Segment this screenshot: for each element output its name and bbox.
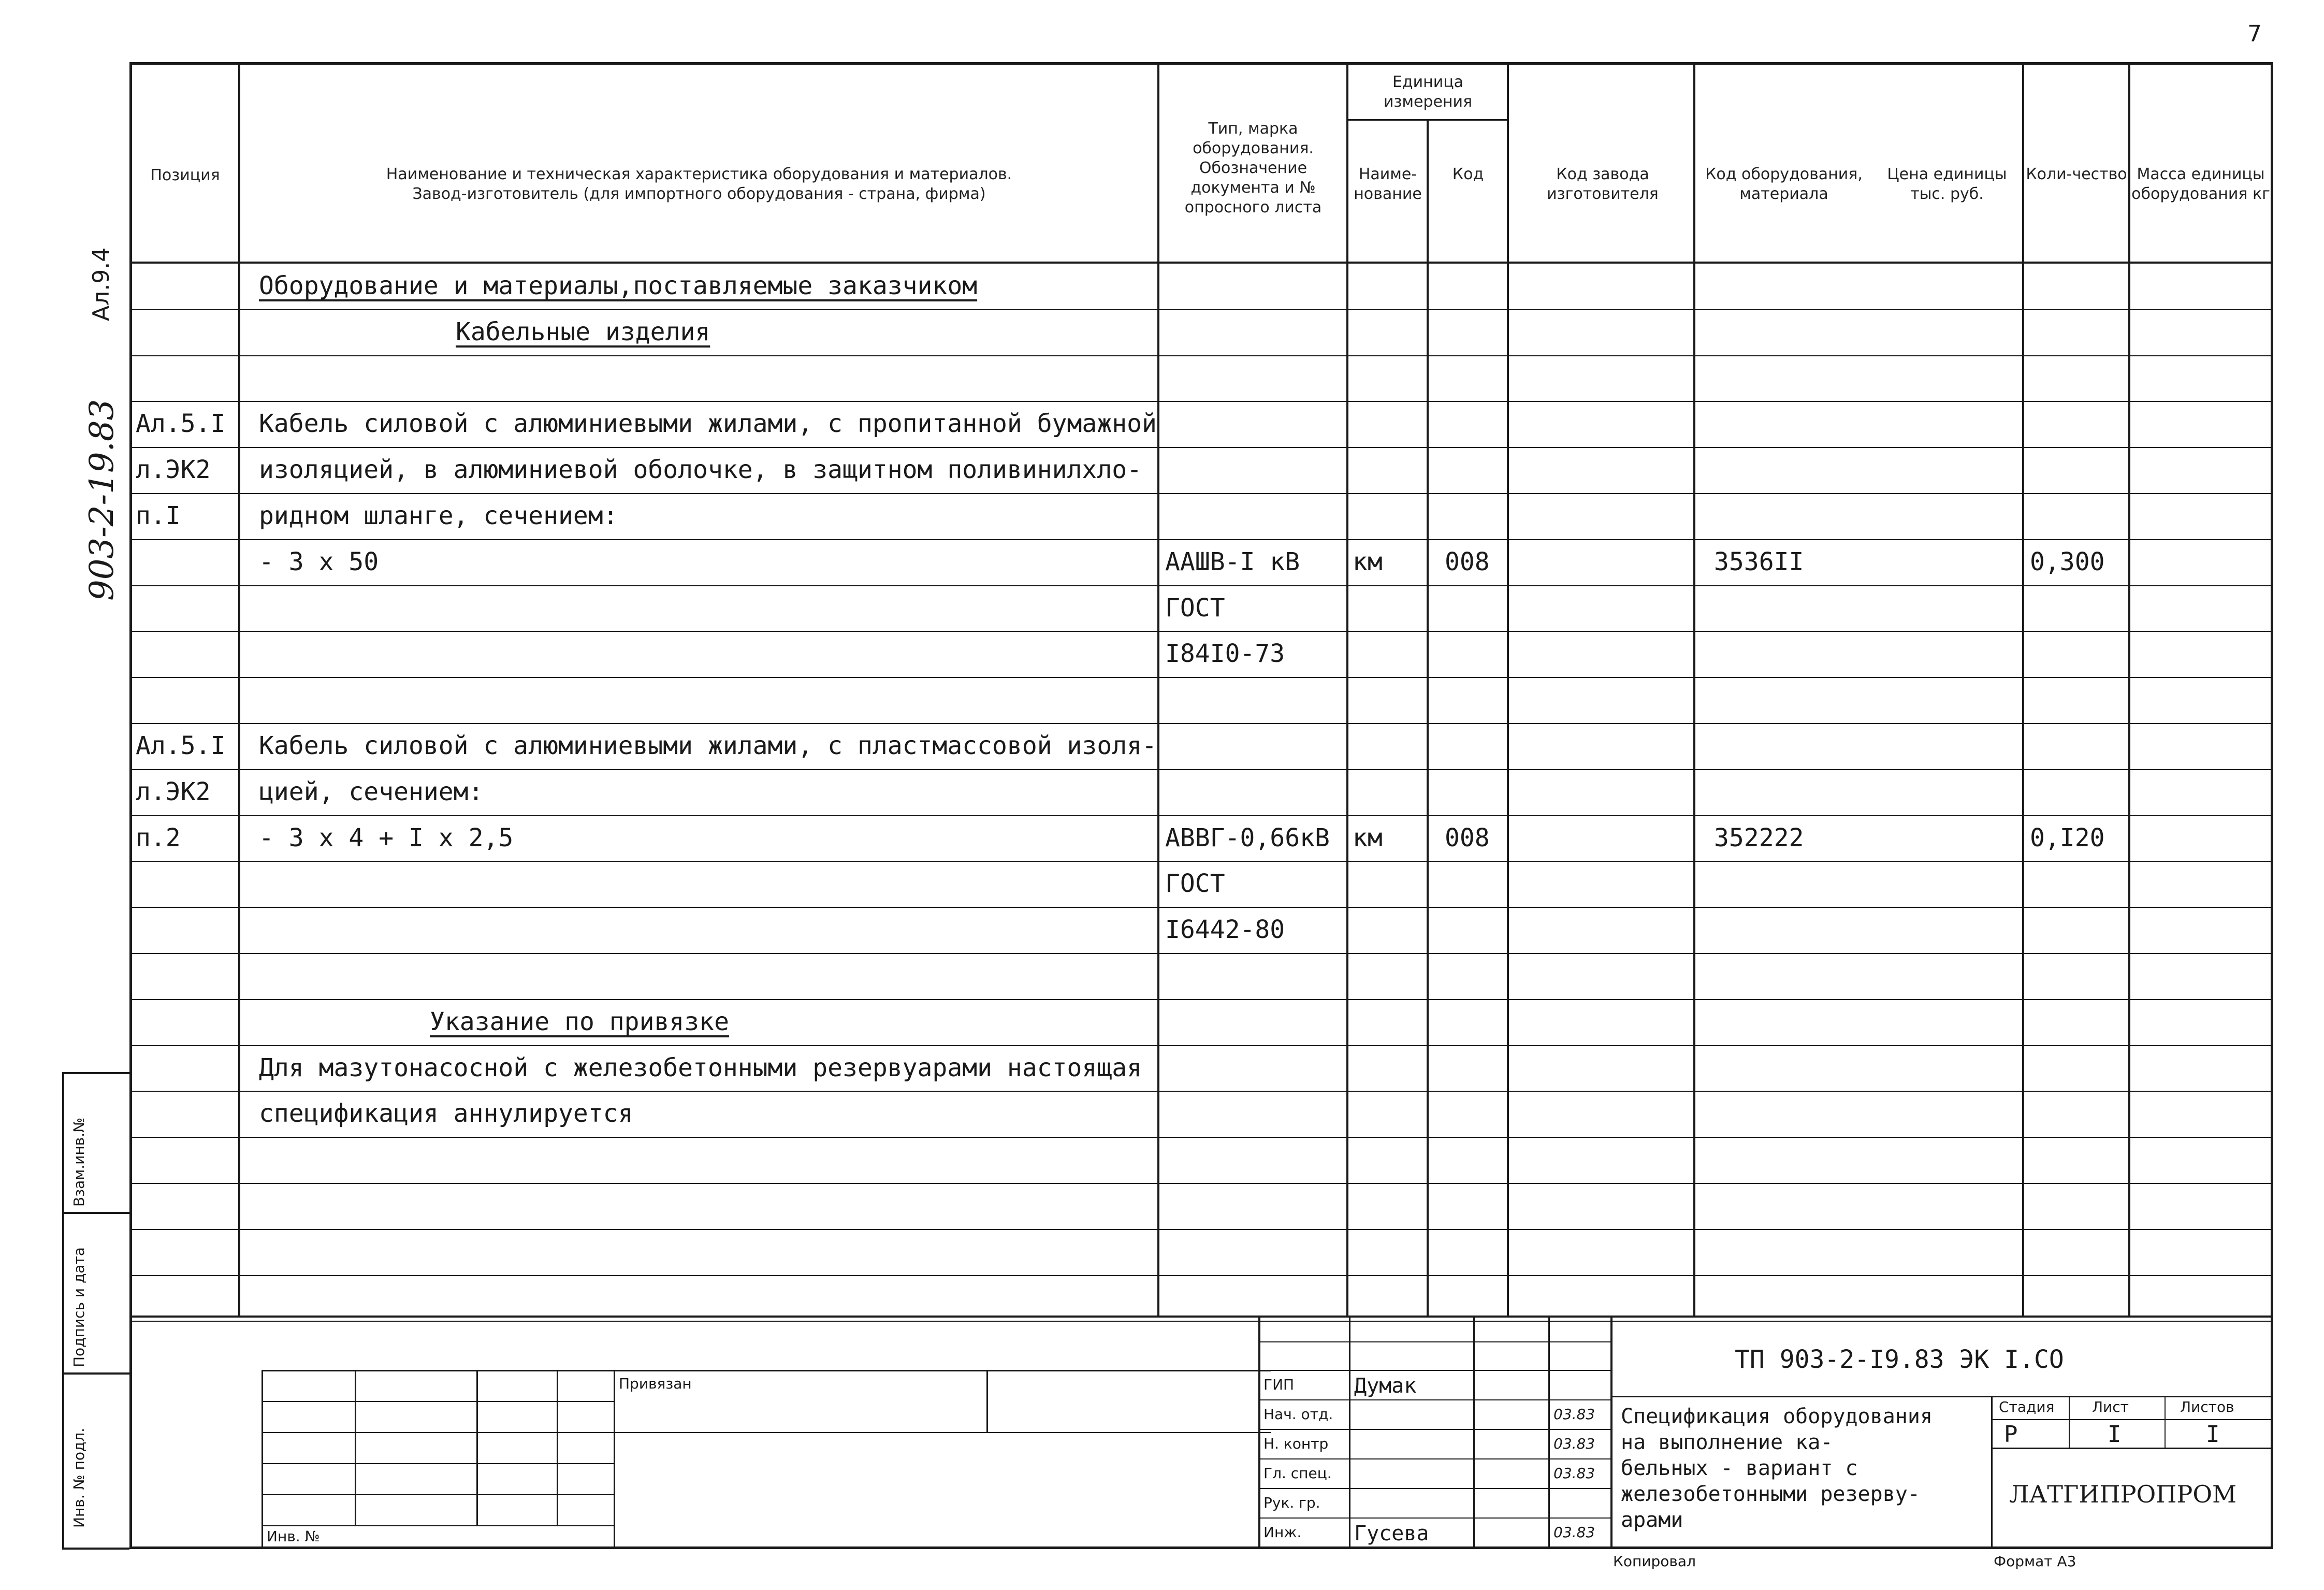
row-position: п.2 bbox=[136, 823, 181, 852]
row-divider bbox=[132, 723, 2271, 724]
signature-date: 03.83 bbox=[1553, 1406, 1595, 1423]
row-divider bbox=[132, 631, 2271, 632]
row-name: - 3 х 4 + I х 2,5 bbox=[259, 823, 514, 852]
signature-name: Думак bbox=[1354, 1374, 1417, 1398]
row-divider bbox=[132, 677, 2271, 678]
header-bottom-border bbox=[129, 262, 2273, 264]
row-quantity: 0,I20 bbox=[2030, 823, 2105, 852]
project-code-label: 903-2-19.83 bbox=[83, 399, 121, 601]
sign-date-label: Подпись и дата bbox=[70, 1247, 88, 1367]
row-divider bbox=[132, 585, 2271, 586]
row-position: Ал.5.I bbox=[136, 731, 226, 760]
row-unit: км bbox=[1353, 547, 1383, 576]
row-equipment-code: 3536II bbox=[1714, 547, 1804, 576]
inv-label: Инв. № bbox=[267, 1528, 320, 1545]
row-unit: км bbox=[1353, 823, 1383, 852]
row-type: ААШВ-I кВ bbox=[1165, 547, 1300, 576]
row-divider bbox=[132, 815, 2271, 816]
signature-name: Гусева bbox=[1354, 1522, 1429, 1545]
row-name: Кабельные изделия bbox=[456, 317, 710, 346]
row-divider bbox=[132, 1091, 2271, 1092]
signature-date: 03.83 bbox=[1553, 1435, 1595, 1452]
table-right-border bbox=[2271, 62, 2273, 1549]
row-divider bbox=[132, 355, 2271, 356]
organization: ЛАТГИПРОПРОМ bbox=[2009, 1480, 2237, 1508]
inv-original-label: Инв. № подл. bbox=[70, 1427, 88, 1528]
signature-role: Рук. гр. bbox=[1263, 1494, 1320, 1511]
inv-replace-label: Взам.инв.№ bbox=[70, 1117, 88, 1207]
row-name: ридном шланге, сечением: bbox=[259, 501, 618, 530]
document-title-line: арами bbox=[1621, 1508, 1683, 1532]
row-name: Кабель силовой с алюминиевыми жилами, с пластмассовой изоля- bbox=[259, 731, 1157, 760]
header-position: Позиция bbox=[150, 166, 220, 184]
row-position: п.I bbox=[136, 501, 181, 530]
row-unit-code: 008 bbox=[1445, 823, 1490, 852]
sheets-label: Листов bbox=[2180, 1398, 2234, 1415]
document-title bbox=[1621, 1404, 1933, 1533]
tied-label: Привязан bbox=[619, 1375, 692, 1392]
signature-role: ГИП bbox=[1263, 1376, 1295, 1393]
sheets-value: I bbox=[2206, 1421, 2220, 1448]
row-divider bbox=[132, 1321, 2271, 1322]
signature-role: Нач. отд. bbox=[1263, 1406, 1333, 1423]
document-title-line: на выполнение ка- bbox=[1621, 1430, 1833, 1454]
row-divider bbox=[132, 401, 2271, 402]
album-ref-label: Ал.9.4 bbox=[88, 247, 114, 321]
row-name: изоляцией, в алюминиевой оболочке, в защитном поливинилхло- bbox=[259, 455, 1142, 485]
header-unit-group: Единица измерения bbox=[1383, 73, 1473, 111]
format-label: Формат А3 bbox=[1994, 1553, 2076, 1570]
row-name: Кабель силовой с алюминиевыми жилами, с пропитанной бумажной bbox=[259, 409, 1157, 439]
row-name: Оборудование и материалы,поставляемые заказчиком bbox=[259, 271, 978, 300]
header-quantity: Коли-чество bbox=[2026, 165, 2127, 183]
row-equipment-code: 352222 bbox=[1714, 823, 1804, 852]
row-name: Для мазутонасосной с железобетонными резервуарами настоящая bbox=[259, 1053, 1142, 1082]
signature-date: 03.83 bbox=[1553, 1524, 1595, 1541]
row-divider bbox=[132, 1275, 2271, 1276]
row-divider bbox=[132, 539, 2271, 540]
table-bottom-border bbox=[129, 1546, 2273, 1549]
row-divider bbox=[132, 1137, 2271, 1138]
stage-label: Стадия bbox=[1999, 1398, 2055, 1415]
row-type: I6442-80 bbox=[1165, 915, 1285, 945]
signature-role: Н. контр bbox=[1263, 1435, 1329, 1452]
copied-label: Копировал bbox=[1613, 1553, 1696, 1570]
document-title-line: бельных - вариант с bbox=[1621, 1456, 1858, 1480]
row-divider bbox=[132, 953, 2271, 954]
row-type: АВВГ-0,66кВ bbox=[1165, 823, 1330, 852]
row-position: Ал.5.I bbox=[136, 409, 226, 439]
title-block-top bbox=[129, 1316, 2273, 1318]
row-divider bbox=[132, 1229, 2271, 1230]
header-mass: Масса единицы оборудования кг bbox=[2131, 165, 2270, 203]
signature-date: 03.83 bbox=[1553, 1465, 1595, 1482]
row-name: Указание по привязке bbox=[430, 1007, 729, 1036]
row-name: цией, сечением: bbox=[259, 777, 484, 806]
row-divider bbox=[132, 907, 2271, 908]
row-name: - 3 х 50 bbox=[259, 547, 379, 576]
row-position: л.ЭК2 bbox=[136, 455, 211, 485]
row-position: л.ЭК2 bbox=[136, 777, 211, 806]
sheet-value: I bbox=[2108, 1421, 2122, 1448]
row-divider bbox=[132, 1183, 2271, 1184]
row-type: ГОСТ bbox=[1165, 593, 1225, 623]
header-unit-name: Наиме-нование bbox=[1354, 165, 1422, 203]
header-plant-code: Код завода изготовителя bbox=[1547, 165, 1659, 203]
table-top-border bbox=[129, 62, 2273, 65]
row-unit-code: 008 bbox=[1445, 547, 1490, 576]
header-name: Наименование и техническая характеристика оборудования и материалов. Завод-изготовитель (для импортного оборудования - страна, фирма) bbox=[386, 165, 1012, 203]
header-unit-code: Код bbox=[1452, 165, 1484, 183]
table-left-border bbox=[129, 62, 132, 1549]
sheet-label: Лист bbox=[2092, 1398, 2129, 1415]
page-number: 7 bbox=[2247, 21, 2262, 47]
signature-role: Инж. bbox=[1263, 1524, 1302, 1541]
header-type: Тип, марка оборудования. Обозначение документа и № опросного листа bbox=[1184, 120, 1322, 216]
row-name: спецификация аннулируется bbox=[259, 1099, 633, 1129]
row-type: I84I0-73 bbox=[1165, 639, 1285, 669]
signature-role: Гл. спец. bbox=[1263, 1465, 1332, 1482]
header-price: Цена единицы тыс. руб. bbox=[1887, 165, 2007, 203]
row-divider bbox=[132, 769, 2271, 770]
row-divider bbox=[132, 1045, 2271, 1046]
row-divider bbox=[132, 309, 2271, 310]
row-quantity: 0,300 bbox=[2030, 547, 2105, 576]
document-title-line: Спецификация оборудования bbox=[1621, 1405, 1933, 1428]
row-divider bbox=[132, 999, 2271, 1000]
document-title-line: железобетонными резерву- bbox=[1621, 1482, 1920, 1506]
header-equipment-code: Код оборудования, материала bbox=[1705, 165, 1863, 203]
doc-code: ТП 903-2-I9.83 ЭК I.CO bbox=[1735, 1345, 2064, 1374]
row-divider bbox=[132, 861, 2271, 862]
row-type: ГОСТ bbox=[1165, 869, 1225, 899]
row-divider bbox=[132, 447, 2271, 448]
stage-value: Р bbox=[2004, 1421, 2018, 1448]
row-divider bbox=[132, 493, 2271, 494]
